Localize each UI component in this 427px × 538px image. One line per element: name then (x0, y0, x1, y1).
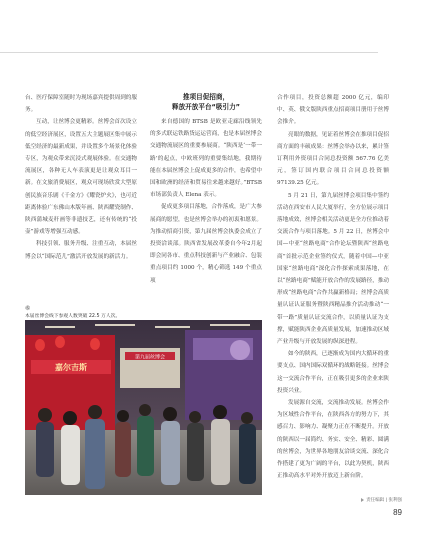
top-rule (0, 52, 378, 53)
left-paragraph-1: 台、医疗保障室随时为现场嘉宾提供周到的服务。 (25, 95, 137, 114)
section-title: 释放开放平台“吸引力” (171, 103, 240, 111)
page-number: 89 (393, 508, 402, 517)
right-column (277, 92, 389, 483)
right-paragraph-4: 如今的陕西，已逐渐成为国内大循环的重要支点、国内国际双循环的战略链接。丝博会这一交流合作平台，正在吸引更多的企业来陕投资兴业。 (277, 351, 389, 394)
middle-paragraph-2: 促成更多项目落地，合作落成，是广大参展商的愿望，也是丝博会举办的初衷和愿景。为推动招商引资，第九届丝博会执委会成立了投资洽谈部。陕西省发展改革委自今年2月起即会同各市、重点科技创新与产业融合、包装重点项目约 1000 个，精心筛选 149 个重点项 (150, 204, 262, 284)
booth-sign: 嘉尔吉斯 (55, 363, 87, 372)
left-column (25, 92, 137, 263)
expo-photo-illustration (25, 320, 262, 495)
right-paragraph-1: 合作项目，投资总额超 2000 亿元，编印中、英、俄文版陕西重点招商项目册用于丝博会推介。 (277, 95, 389, 126)
editor-credit: 责任编辑 | 张利强 (361, 497, 402, 503)
section-headline (150, 92, 262, 112)
expo-banner: 第九届丝博会 (134, 354, 166, 361)
middle-paragraph-1: 来自德国的 BTSB 是欧亚走廊沿线领先的多式联运铁路货运运营商，也是本届丝博会交通物流展区的重要参展商。“陕西是‘一带一路’的起点，中欧班列的重要集结地，我期待能在本届丝博会上促成更多的合作，也希望中国和欧洲的经济和贸易往来越来越好。”BTSB 市场部负责人 Elena 表示。 (150, 119, 262, 199)
right-paragraph-3: 5 月 21 日，第九届丝博会项目集中签约活动在西安市人民大厦举行，全方位展示项目落地成效，丝博会相关活动更是全方位推动着交流合作与项目落地。5 月 22 日，丝博会中国—中亚“丝路电商”合作论坛暨陕西“丝路电商”首批示范企业签约仪式，随着中国—中亚国家“丝路电商”深化合作探索成果落地，在以“丝路电商”赋能开放合作的发展路径，推动形成“丝路电商”合作共赢新格局；丝博会高质量认证认证服务暨陕西精品推介活动推动“一带一路”质量认证交流合作，以质量认证为支撑，赋能陕西企业高质量发展，加速推动区域产业升级与开放发展的纵深进程。 (277, 192, 390, 346)
middle-column (150, 92, 262, 287)
section-kicker: 推项目促招商， (182, 93, 230, 101)
photo-caption: 本届丝博会线下参观人数突破 22.5 万人次。 (25, 314, 121, 319)
left-paragraph-3: 科技引领、服务升级、注重互动，本届丝博会以“国际范儿”激活开放发展的新活力。 (25, 241, 137, 260)
expo-photo (25, 320, 262, 495)
right-paragraph-5: 发展源自交流，交流推动发展。丝博会作为区域性合作平台，在陕西各方的努力下，其感召力、影响力、凝聚力正在不断提升。开放的陕西以一届简约、务实、安全、精彩、圆满的丝博会，为世界各地朋友洽谈交流、深化合作搭建了更为广阔的平台，以此为契机，陕西正推动高水平对外开放迈上新台阶。 (277, 400, 389, 480)
right-paragraph-2: 亮眼的数据，见证着丝博会在推项目促招商方面的丰硕成果：丝博会举办以来，累计签订利用外资项目合同总投资额 567.76 亿美元，签订国内联合项目合同总投资额 97139.25 亿元。 (277, 131, 389, 187)
left-paragraph-2: 互动，让丝博会更精彩。丝博会首次设立的低空经济展区，设置五大主题展区集中展示低空经济的最新成果，并设置多个场景化体验专区，为观众带来沉浸式观展体验。在交通物流展区，各种无人车表演更是让观众耳目一新。在文旅消费展区，观众可现场欣赏大型原创民族音乐剧《千金方》《耀瓷炉火》，也可近距离体验广东佛山木版年画、陕西耀瓷制作、陕西蒲城麦秆画等非遗技艺，还有传统的“投壶”游戏等增强互动感。 (25, 119, 137, 236)
photo-marker: ⑥ (25, 305, 31, 312)
